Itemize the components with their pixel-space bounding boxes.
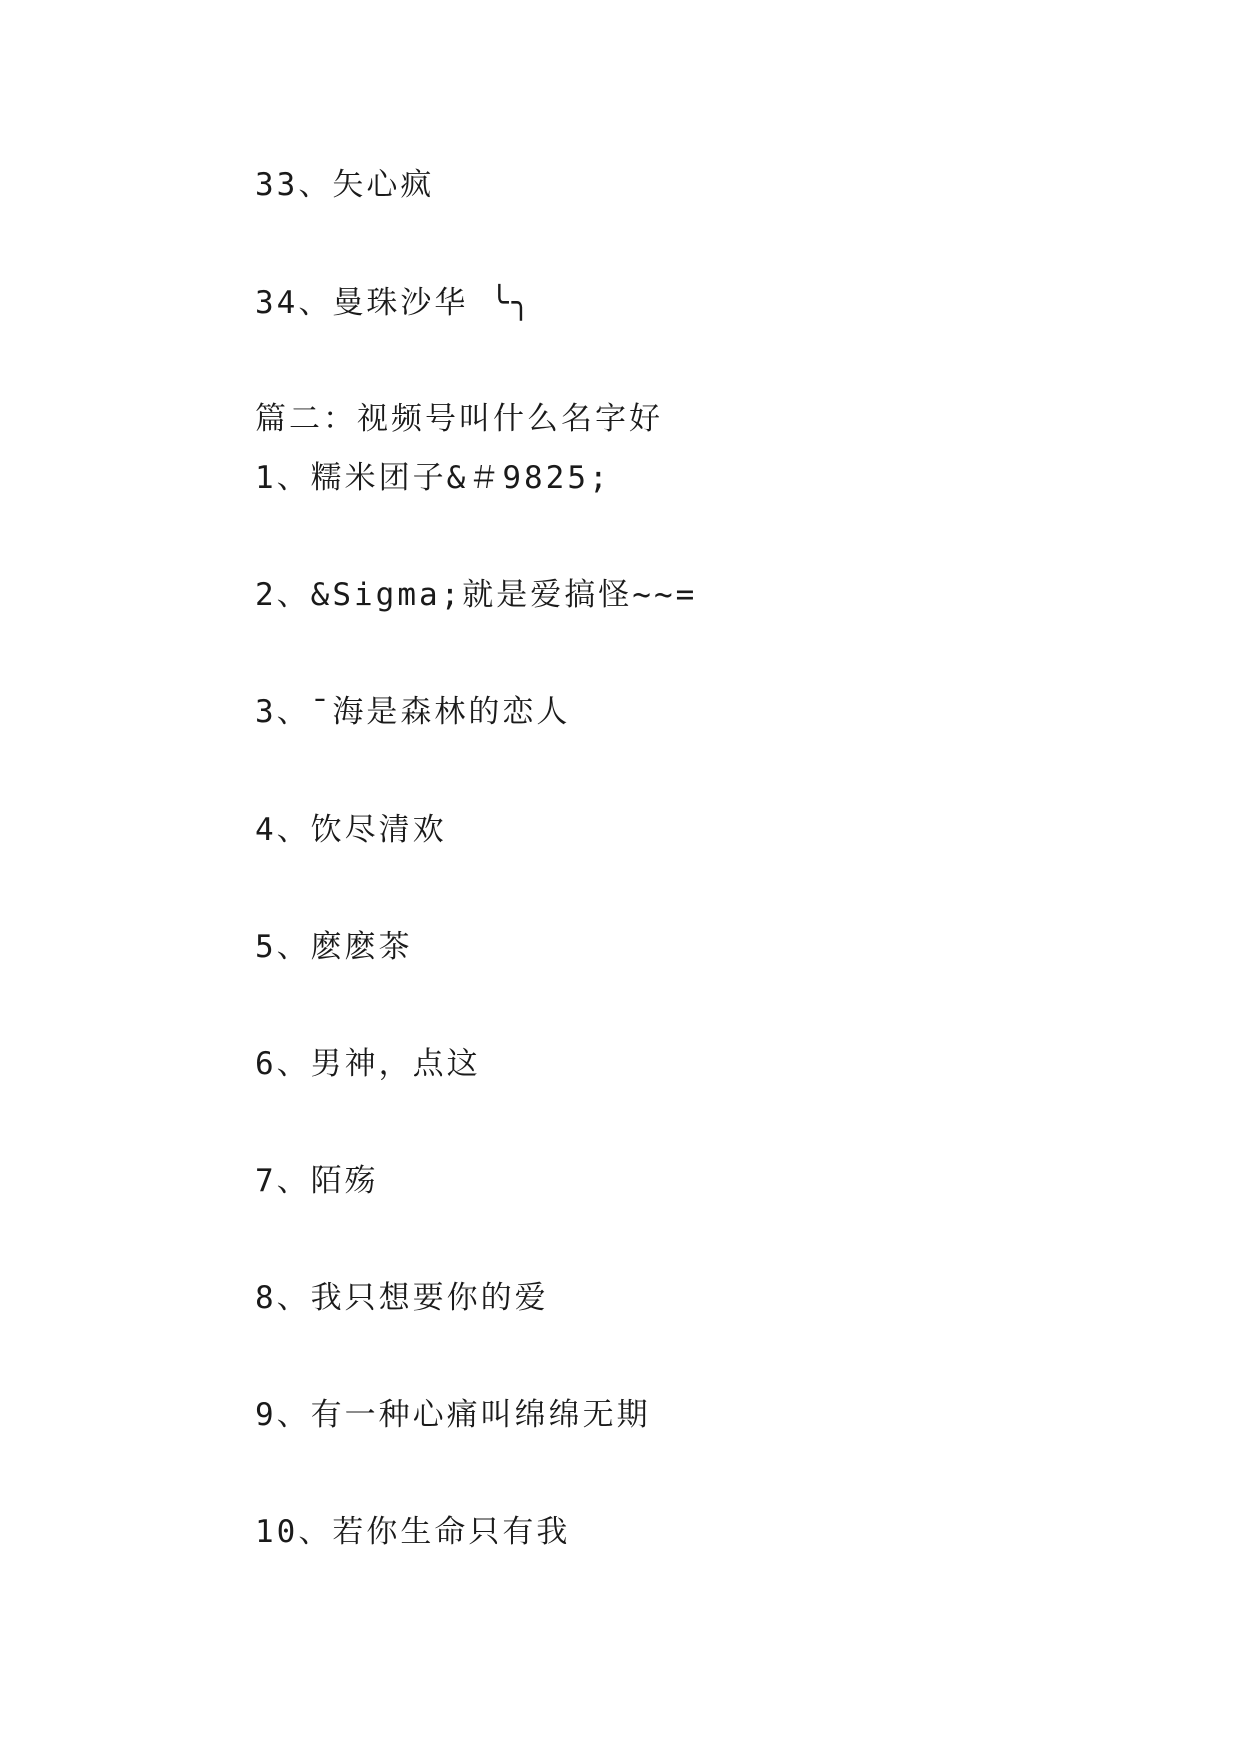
section-heading: 篇二：视频号叫什么名字好 [255,401,663,437]
list-item-3: 3、¯海是森林的恋人 [255,694,571,730]
list-item-34: 34、曼珠沙华 ╰╮ [255,285,534,321]
list-item-9: 9、有一种心痛叫绵绵无期 [255,1397,651,1433]
list-item-1: 1、糯米团子&＃9825; [255,460,611,496]
list-item-5: 5、麽麽茶 [255,929,413,965]
list-item-33: 33、矢心疯 [255,167,435,203]
list-item-2: 2、&Sigma;就是爱搞怪~~= [255,577,698,613]
list-item-7: 7、陌殇 [255,1163,379,1199]
list-item-10: 10、若你生命只有我 [255,1514,571,1550]
list-item-6: 6、男神，点这 [255,1046,481,1082]
list-item-4: 4、饮尽清欢 [255,812,447,848]
list-item-8: 8、我只想要你的爱 [255,1280,549,1316]
